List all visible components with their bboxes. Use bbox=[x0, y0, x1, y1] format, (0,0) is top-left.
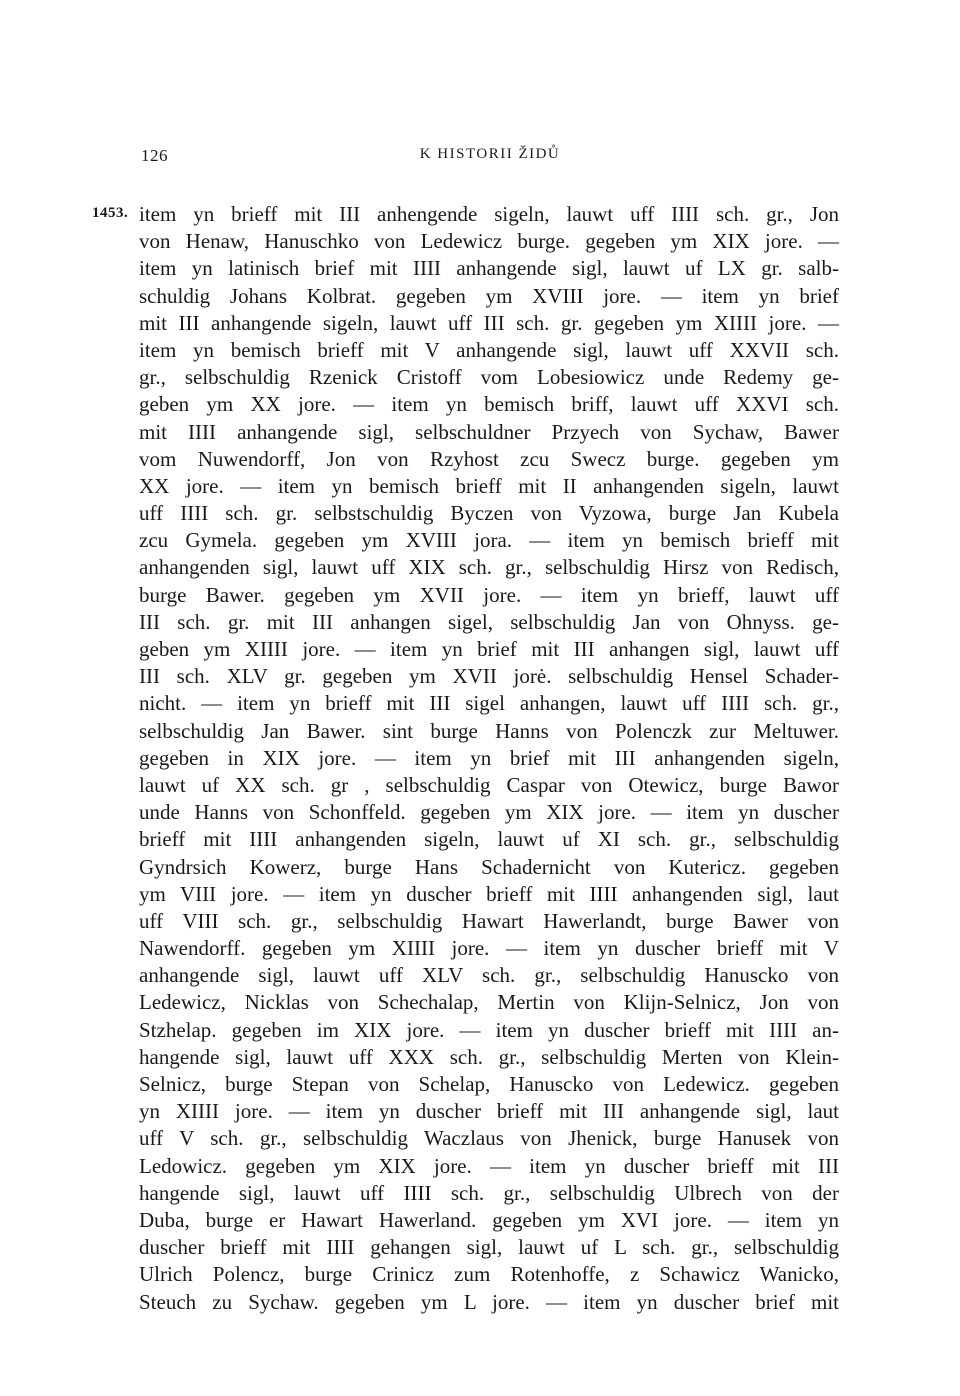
text-line: anhangende sigl, lauwt uff XLV sch. gr., selbschuldig Hanuscko von bbox=[139, 963, 839, 988]
text-line: nicht. — item yn brieff mit III sigel anhangen, lauwt uff IIII sch. gr., bbox=[139, 691, 839, 716]
text-line: Stzhelap. gegeben im XIX jore. — item yn duscher brieff mit IIII an- bbox=[139, 1017, 839, 1042]
text-line: zcu Gymela. gegeben ym XVIII jora. — item yn bemisch brieff mit bbox=[139, 528, 839, 553]
page-header bbox=[141, 146, 839, 170]
text-line: hangende sigl, lauwt uff XXX sch. gr., selbschuldig Merten von Klein- bbox=[139, 1044, 839, 1069]
text-line: item yn latinisch brief mit IIII anhangende sigl, lauwt uf LX gr. salb- bbox=[139, 256, 839, 281]
text-line: uff V sch. gr., selbschuldig Waczlaus von Jhenick, burge Hanusek von bbox=[139, 1126, 839, 1151]
text-line: selbschuldig Jan Bawer. sint burge Hanns von Polenczk zur Meltuwer. bbox=[139, 718, 839, 743]
text-line: uff IIII sch. gr. selbstschuldig Byczen von Vyzowa, burge Jan Kubela bbox=[139, 501, 839, 526]
body-text bbox=[139, 201, 839, 1316]
text-line: unde Hanns von Schonffeld. gegeben ym XIX jore. — item yn duscher bbox=[139, 800, 839, 825]
text-line: geben ym XX jore. — item yn bemisch briff, lauwt uff XXVI sch. bbox=[139, 392, 839, 417]
text-line: Steuch zu Sychaw. gegeben ym L jore. — item yn duscher brief mit bbox=[139, 1289, 839, 1314]
text-line: Gyndrsich Kowerz, burge Hans Schadernicht von Kutericz. gegeben bbox=[139, 854, 839, 879]
text-line: schuldig Johans Kolbrat. gegeben ym XVIII jore. — item yn brief bbox=[139, 283, 839, 308]
text-line: vom Nuwendorff, Jon von Rzyhost zcu Swecz burge. gegeben ym bbox=[139, 446, 839, 471]
text-line: Duba, burge er Hawart Hawerland. gegeben ym XVI jore. — item yn bbox=[139, 1207, 839, 1232]
text-line: Ledowicz. gegeben ym XIX jore. — item yn duscher brieff mit III bbox=[139, 1153, 839, 1178]
page-number: 126 bbox=[141, 146, 168, 165]
text-line: item yn brieff mit III anhengende sigeln, lauwt uff IIII sch. gr., Jon bbox=[139, 202, 839, 226]
text-line: Ulrich Polencz, burge Crinicz zum Rotenhoffe, z Schawicz Wanicko, bbox=[139, 1262, 839, 1287]
text-line: burge Bawer. gegeben ym XVII jore. — item yn brieff, lauwt uff bbox=[139, 582, 839, 607]
text-line: lauwt uf XX sch. gr , selbschuldig Caspar von Otewicz, burge Bawor bbox=[139, 772, 839, 797]
text-line: geben ym XIIII jore. — item yn brief mit III anhangen sigl, lauwt uff bbox=[139, 637, 839, 661]
text-line: yn XIIII jore. — item yn duscher brieff mit III anhangende sigl, laut bbox=[139, 1099, 839, 1124]
text-line: mit III anhangende sigeln, lauwt uff III sch. gr. gegeben ym XIIII jore. — bbox=[139, 310, 839, 335]
text-line: III sch. XLV gr. gegeben ym XVII jorė. selbschuldig Hensel Schader- bbox=[139, 664, 839, 689]
text-line: duscher brieff mit IIII gehangen sigl, lauwt uf L sch. gr., selbschuldig bbox=[139, 1235, 839, 1260]
text-line: XX jore. — item yn bemisch brieff mit II anhangenden sigeln, lauwt bbox=[139, 473, 839, 498]
text-line: Selnicz, burge Stepan von Schelap, Hanuscko von Ledewicz. gegeben bbox=[139, 1072, 839, 1096]
text-line: Ledewicz, Nicklas von Schechalap, Mertin von Klijn-Selnicz, Jon von bbox=[139, 990, 839, 1015]
text-line: uff VIII sch. gr., selbschuldig Hawart Hawerlandt, burge Bawer von bbox=[139, 908, 839, 933]
text-line: von Henaw, Hanuschko von Ledewicz burge. gegeben ym XIX jore. — bbox=[139, 229, 839, 254]
year-marker: 1453. bbox=[92, 205, 129, 221]
text-line: Nawendorff. gegeben ym XIIII jore. — item yn duscher brieff mit V bbox=[139, 936, 839, 961]
text-line: brieff mit IIII anhangenden sigeln, lauwt uf XI sch. gr., selbschuldig bbox=[139, 827, 839, 852]
text-line: mit IIII anhangende sigl, selbschuldner Przyech von Sychaw, Bawer bbox=[139, 419, 839, 444]
running-head: K HISTORII ŽIDŮ bbox=[419, 146, 561, 162]
text-line: hangende sigl, lauwt uff IIII sch. gr., selbschuldig Ulbrech von der bbox=[139, 1180, 839, 1205]
text-line: item yn bemisch brieff mit V anhangende sigl, lauwt uff XXVII sch. bbox=[139, 337, 839, 362]
text-line: ym VIII jore. — item yn duscher brieff mit IIII anhangenden sigl, laut bbox=[139, 881, 839, 906]
text-line: anhangenden sigl, lauwt uff XIX sch. gr., selbschuldig Hirsz von Redisch, bbox=[139, 555, 839, 580]
text-line: gr., selbschuldig Rzenick Cristoff vom Lobesiowicz unde Redemy ge- bbox=[139, 365, 839, 390]
text-line: III sch. gr. mit III anhangen sigel, selbschuldig Jan von Ohnyss. ge- bbox=[139, 609, 839, 634]
text-line: gegeben in XIX jore. — item yn brief mit III anhangenden sigeln, bbox=[139, 745, 839, 770]
